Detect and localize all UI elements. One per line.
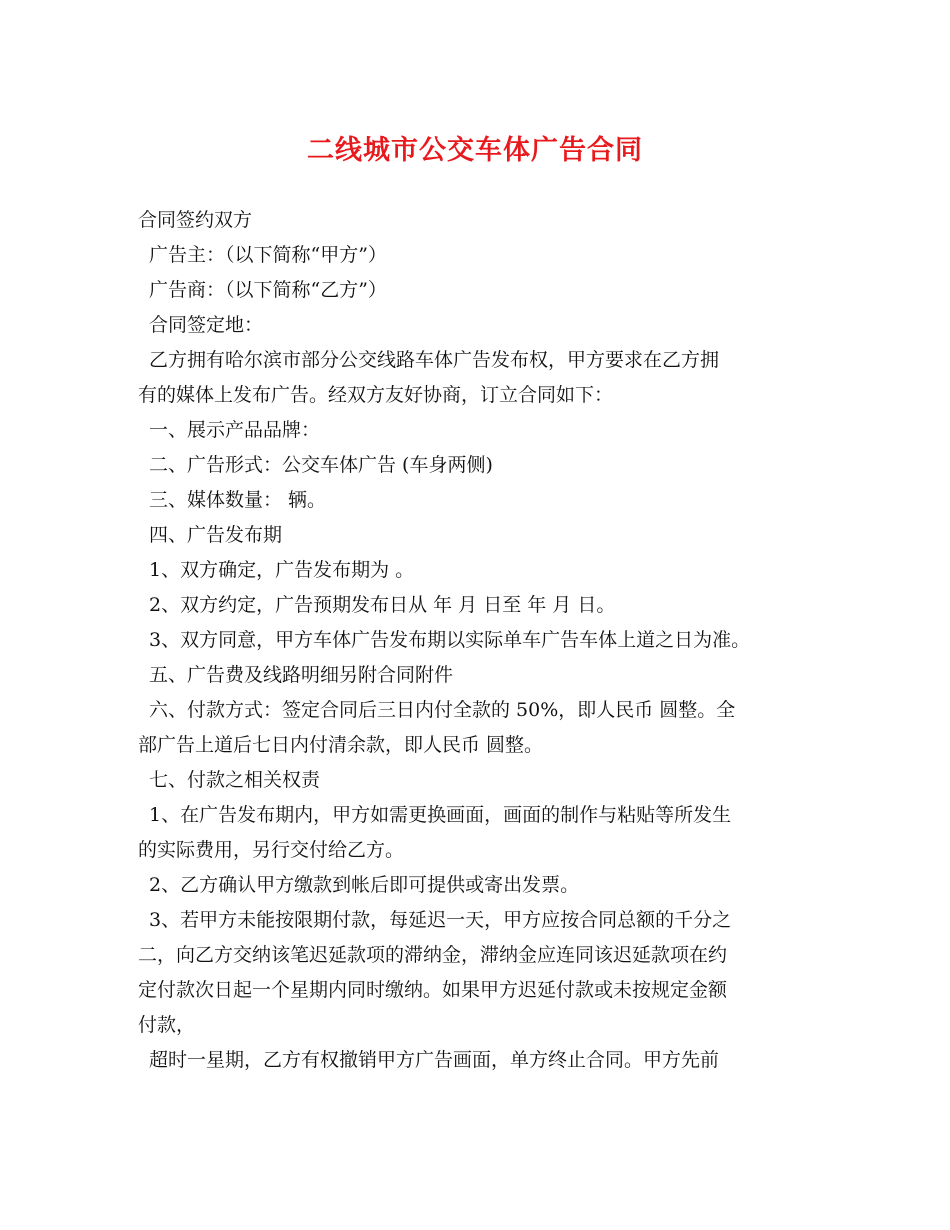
paragraph-line: 六、付款方式：签定合同后三日内付全款的 50%，即人民币 圆整。全 <box>149 699 736 721</box>
paragraph-line: 3、若甲方未能按限期付款，每延迟一天，甲方应按合同总额的千分之 <box>149 909 732 931</box>
paragraph-line: 一、展示产品品牌： <box>149 419 321 441</box>
paragraph-line: 二，向乙方交纳该笔迟延款项的滞纳金，滞纳金应连同该迟延款项在约 <box>138 944 728 966</box>
paragraph-line: 有的媒体上发布广告。经双方友好协商，订立合同如下： <box>138 384 614 406</box>
paragraph-line: 二、广告形式：公交车体广告 (车身两侧) <box>149 454 493 476</box>
paragraph-line: 七、付款之相关权责 <box>149 769 321 791</box>
paragraph-line: 1、双方确定，广告发布期为 。 <box>149 559 415 581</box>
paragraph-line: 部广告上道后七日内付清余款，即人民币 圆整。 <box>138 734 544 756</box>
paragraph-line: 2、双方约定，广告预期发布日从 年 月 日至 年 月 日。 <box>149 594 616 616</box>
paragraph-line: 四、广告发布期 <box>149 524 283 546</box>
paragraph-line: 超时一星期，乙方有权撤销甲方广告画面，单方终止合同。甲方先前 <box>149 1049 720 1071</box>
paragraph-line: 广告主：（以下简称“甲方”） <box>149 244 387 266</box>
document-title: 二线城市公交车体广告合同 <box>307 135 643 166</box>
paragraph-line: 广告商：（以下简称“乙方”） <box>149 279 387 301</box>
paragraph-line: 1、在广告发布期内，甲方如需更换画面，画面的制作与粘贴等所发生 <box>149 804 732 826</box>
paragraph-line: 的实际费用，另行交付给乙方。 <box>138 839 405 861</box>
paragraph-line: 三、媒体数量： 辆。 <box>149 489 327 511</box>
paragraph-line: 3、双方同意，甲方车体广告发布期以实际单车广告车体上道之日为准。 <box>149 629 751 651</box>
paragraph-line: 定付款次日起一个星期内同时缴纳。如果甲方迟延付款或未按规定金额 <box>138 979 728 1001</box>
paragraph-line: 五、广告费及线路明细另附合同附件 <box>149 664 454 686</box>
document-body <box>138 203 828 1078</box>
paragraph-line: 乙方拥有哈尔滨市部分公交线路车体广告发布权，甲方要求在乙方拥 <box>149 349 720 371</box>
paragraph-line: 2、乙方确认甲方缴款到帐后即可提供或寄出发票。 <box>149 874 580 896</box>
paragraph-line: 合同签约双方 <box>138 209 253 231</box>
paragraph-line: 合同签定地： <box>149 314 264 336</box>
paragraph-line: 付款， <box>138 1014 196 1036</box>
